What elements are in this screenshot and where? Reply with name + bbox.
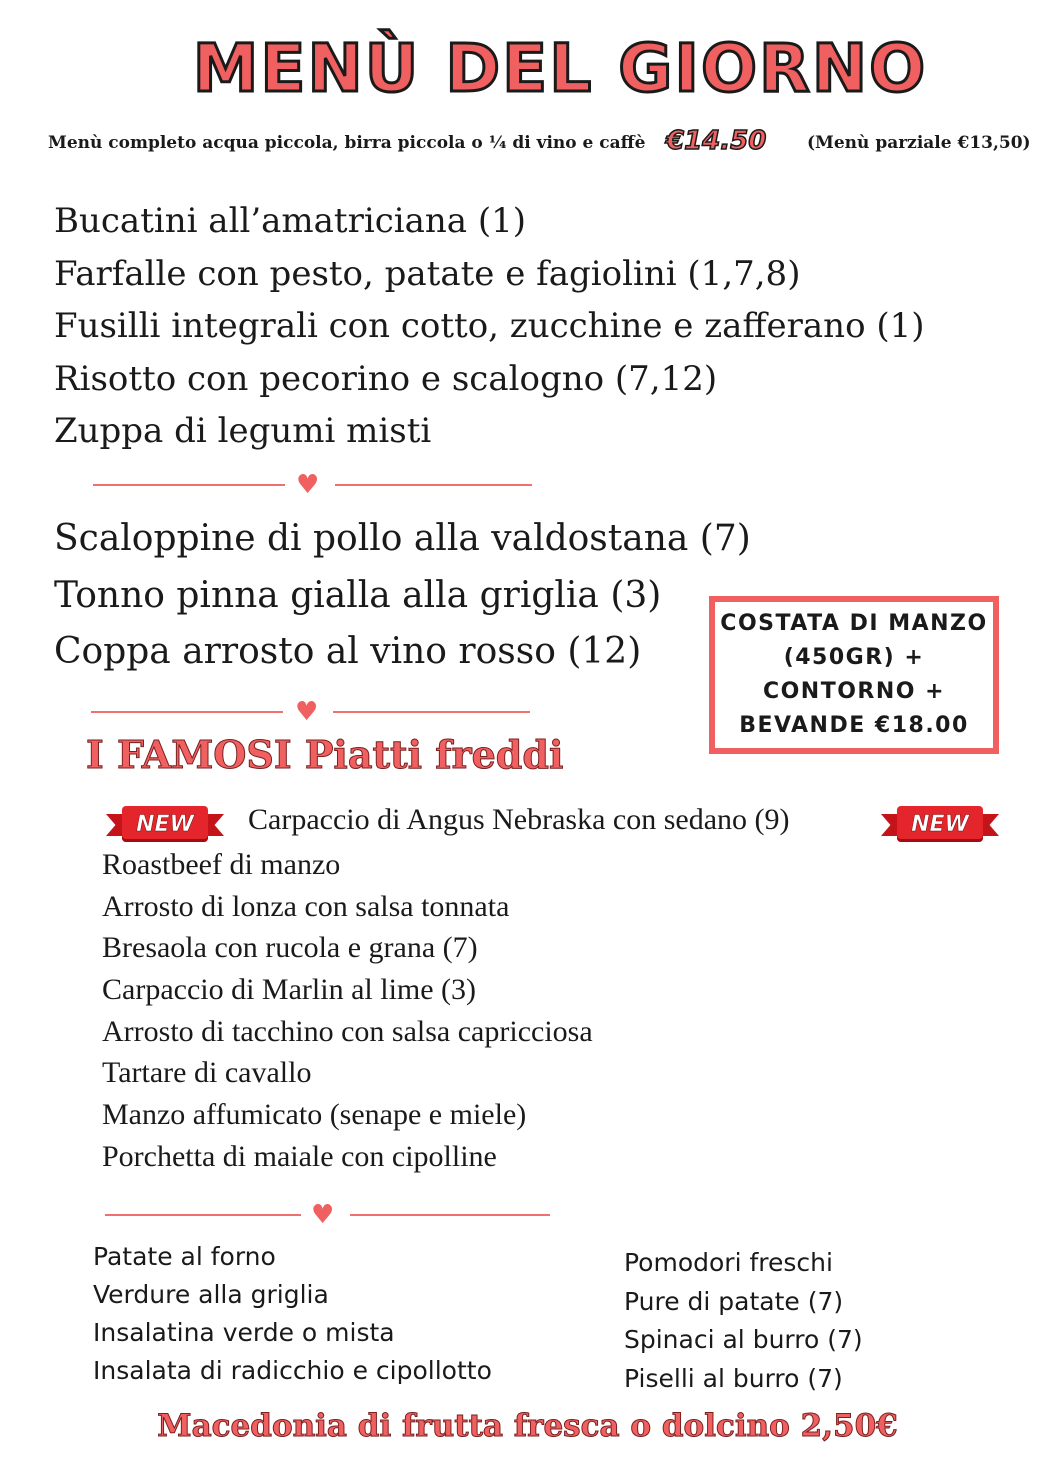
list-item: Farfalle con pesto, patate e fagiolini (1,7,8) [54,253,801,294]
list-item: Coppa arrosto al vino rosso (12) [54,631,642,672]
menu-completo-description: Menù completo acqua piccola, birra piccola o ¼ di vino e caffè [48,133,646,153]
heart-icon: ♥ [296,470,320,500]
list-item: Pomodori freschi [624,1248,833,1277]
list-item: Carpaccio di Marlin al lime (3) [102,973,477,1007]
new-item: Carpaccio di Angus Nebraska con sedano (9) [248,803,790,836]
dessert-offer: Macedonia di frutta fresca o dolcino 2,50€ [157,1408,898,1444]
list-item: Arrosto di tacchino con salsa capricciosa [102,1014,593,1048]
secondi-list [54,511,751,681]
list-item: Scaloppine di pollo alla valdostana (7) [54,518,751,559]
contorni-list-left [93,1238,492,1390]
list-item: Pure di patate (7) [624,1286,844,1316]
list-item: Patate al forno [93,1242,276,1271]
piatti-freddi-title: I FAMOSI Piatti freddi [86,732,564,777]
section-divider [0,470,600,500]
promo-box [709,596,999,754]
new-badge-label: NEW [911,811,969,837]
divider-line [333,711,530,713]
promo-text: COSTATA DI MANZO (450GR) + CONTORNO + BEVANDE €18.00 [720,611,988,738]
list-item: Arrosto di lonza con salsa tonnata [102,889,510,923]
new-ribbon-icon [881,806,999,842]
list-item: Manzo affumicato (senape e miele) [102,1098,527,1132]
list-item: Tonno pinna gialla alla griglia (3) [54,574,662,616]
heart-icon: ♥ [295,697,319,727]
list-item: Piselli al burro (7) [624,1363,843,1393]
list-item: Porchetta di maiale con cipolline [102,1139,497,1173]
divider-line [350,1214,550,1216]
page-title: MENÙ DEL GIORNO [192,30,928,107]
list-item: Fusilli integrali con cotto, zucchine e zafferano (1) [54,306,925,346]
list-item: Spinaci al burro (7) [624,1325,863,1354]
divider-line [93,484,285,486]
list-item: Insalata di radicchio e cipollotto [93,1356,492,1385]
list-item: Roastbeef di manzo [102,848,341,881]
list-item: Bresaola con rucola e grana (7) [102,931,478,965]
list-item: Bucatini all’amatriciana (1) [54,201,527,241]
list-item: Verdure alla griglia [93,1280,329,1309]
new-ribbon-icon [106,806,224,842]
list-item: Risotto con pecorino e scalogno (7,12) [54,358,718,399]
list-item: Tartare di cavallo [102,1056,312,1090]
piatti-freddi-list [102,844,593,1178]
heart-icon: ♥ [311,1200,335,1230]
section-divider [0,1200,600,1230]
menu-price: €14.50 [666,126,767,156]
divider-line [335,484,532,486]
menu-parziale-price: (Menù parziale €13,50) [807,133,1031,153]
contorni-list-right [624,1244,863,1398]
list-item: Insalatina verde o mista [93,1318,395,1347]
list-item: Zuppa di legumi misti [54,411,432,451]
section-divider [0,697,600,727]
primi-list [54,195,925,458]
divider-line [105,1214,301,1216]
new-badge-label: NEW [136,811,194,837]
divider-line [91,711,283,713]
